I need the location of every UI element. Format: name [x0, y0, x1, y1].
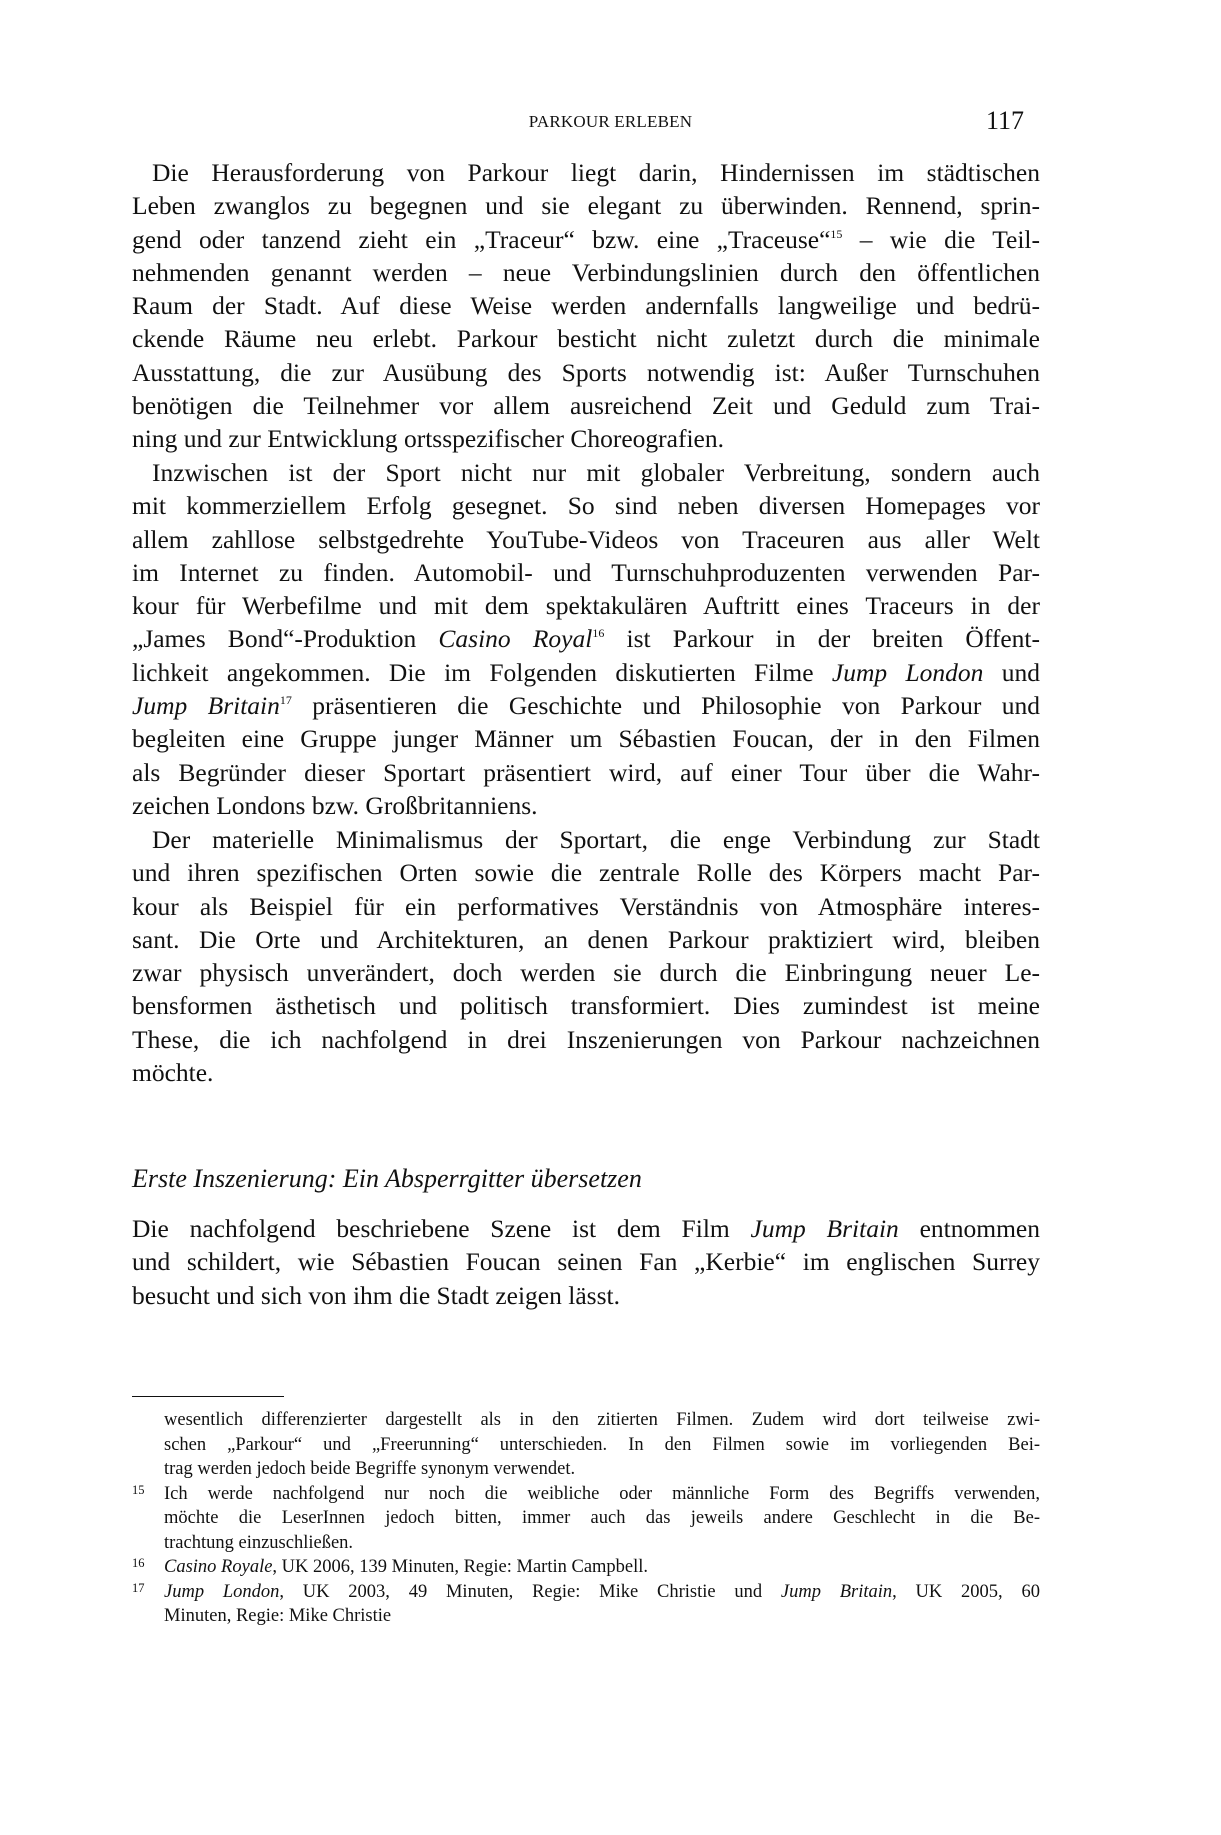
film-title: Casino Royal [438, 624, 593, 654]
text-line: Leben zwanglos zu begegnen und sie elegant zu überwinden. Rennend, sprin- [132, 191, 1040, 221]
text-span: „James Bond“-Produktion [132, 624, 439, 654]
footnote-line: Minuten, Regie: Mike Christie [164, 1606, 392, 1626]
text-span: präsentieren die Geschichte und Philosophie von Parkour und [291, 691, 1040, 721]
page-number: 117 [986, 106, 1025, 135]
text-span: gend oder tanzend zieht ein „Traceur“ bzw. eine „Traceuse“ [132, 224, 831, 254]
text-span: entnommen [898, 1214, 1040, 1243]
text-line: kour für Werbefilme und mit dem spektakulären Auftritt eines Traceurs in der [132, 591, 1040, 621]
text-line: mit kommerziellem Erfolg gesegnet. So sind neben diversen Homepages vor [132, 491, 1040, 521]
footnote-17 [132, 1580, 1040, 1605]
text-line [132, 1212, 1040, 1245]
footnote-line: trag werden jedoch beide Begriffe synonym verwendet. [164, 1459, 576, 1479]
text-line: im Internet zu finden. Automobil- und Turnschuhproduzenten verwenden Par- [132, 557, 1040, 587]
text-line: kour als Beispiel für ein performatives Verständnis von Atmosphäre interes- [132, 891, 1040, 921]
section-paragraph [132, 1212, 1040, 1312]
text-span: – wie die Teil- [842, 224, 1040, 254]
text-line: besucht und sich von ihm die Stadt zeigen lässt. [132, 1280, 620, 1310]
footnote-line: trachtung einzuschließen. [164, 1532, 354, 1553]
text-line: Die Herausforderung von Parkour liegt darin, Hindernissen im städtischen [152, 158, 1040, 187]
footnote-rule [132, 1396, 284, 1397]
text-line: These, die ich nachfolgend in drei Inszenierungen von Parkour nachzeichnen [132, 1024, 1040, 1054]
film-title: Jump Britain [132, 691, 280, 721]
footnote-ref-15[interactable]: 15 [830, 226, 843, 241]
text-line: bensformen ästhetisch und politisch transformiert. Dies zumindest ist meine [132, 991, 1040, 1021]
text-line: zeichen Londons bzw. Großbritanniens. [132, 790, 538, 820]
text-line: ckende Räume neu erlebt. Parkour besticht nicht zuletzt durch die minimale [132, 324, 1040, 354]
section-heading: Erste Inszenierung: Ein Absperrgitter übersetzen [132, 1164, 642, 1193]
film-title: Jump Britain [780, 1581, 893, 1602]
text-line [132, 689, 1040, 722]
text-line: benötigen die Teilnehmer vor allem ausreichend Zeit und Geduld zum Trai- [132, 391, 1040, 421]
film-title: Casino Royale [164, 1557, 273, 1577]
text-span: Die nachfolgend beschriebene Szene ist dem Film [132, 1214, 751, 1243]
paragraph-1 [132, 156, 1040, 456]
paragraph-2 [132, 456, 1040, 822]
paragraph-3 [132, 823, 1040, 1089]
footnote-line: möchte die LeserInnen jedoch bitten, immer auch das jeweils andere Geschlecht in die Be- [164, 1508, 1040, 1528]
film-title: Jump London [164, 1581, 280, 1602]
footnotes [132, 1408, 1040, 1629]
running-title: PARKOUR ERLEBEN [528, 112, 693, 131]
text-span: ist Parkour in der breiten Öffent- [604, 624, 1040, 654]
text-line: allem zahllose selbstgedrehte YouTube-Videos von Traceuren aus aller Welt [132, 524, 1040, 554]
footnote-number: 16 [132, 1556, 145, 1570]
text-line [132, 622, 1040, 655]
film-title: Jump London [831, 657, 984, 687]
footnote-16 [132, 1555, 1040, 1580]
text-line: ning und zur Entwicklung ortsspezifischer Choreografien. [132, 424, 725, 454]
text-span: , UK 2005, 60 [892, 1581, 1040, 1602]
footnote-ref-17[interactable]: 17 [279, 693, 292, 708]
text-line: möchte. [132, 1058, 214, 1088]
text-line: Inzwischen ist der Sport nicht nur mit globaler Verbreitung, sondern auch [152, 458, 1040, 487]
text-line: begleiten eine Gruppe junger Männer um Sébastien Foucan, der in den Filmen [132, 724, 1040, 754]
text-line: und ihren spezifischen Orten sowie die zentrale Rolle des Körpers macht Par- [132, 858, 1040, 888]
text-line: Ausstattung, die zur Ausübung des Sports notwendig ist: Außer Turnschuhen [132, 357, 1040, 387]
text-line: zwar physisch unverändert, doch werden sie durch die Einbringung neuer Le- [132, 958, 1040, 988]
footnote-15 [132, 1482, 1040, 1507]
text-span: lichkeit angekommen. Die im Folgenden diskutierten Filme [132, 657, 832, 687]
footnote-ref-16[interactable]: 16 [592, 626, 605, 641]
text-line: Der materielle Minimalismus der Sportart, die enge Verbindung zur Stadt [152, 825, 1040, 854]
text-line: als Begründer dieser Sportart präsentiert wird, auf einer Tour über die Wahr- [132, 757, 1040, 787]
text-line: Raum der Stadt. Auf diese Weise werden andernfalls langweilige und bedrü- [132, 291, 1040, 321]
text-span: , UK 2006, 139 Minuten, Regie: Martin Campbell. [272, 1557, 649, 1577]
footnote-line: schen „Parkour“ und „Freerunning“ unterschieden. In den Filmen sowie im vorliegenden Bei- [164, 1434, 1040, 1455]
footnote-number: 15 [132, 1482, 145, 1497]
text-span: und [983, 657, 1041, 687]
footnote-line: wesentlich differenzierter dargestellt als in den zitierten Filmen. Zudem wird dort teilweise zwi- [164, 1410, 1040, 1430]
text-line [132, 656, 1040, 689]
text-line: sant. Die Orte und Architekturen, an denen Parkour praktiziert wird, bleiben [132, 924, 1040, 954]
text-line: und schildert, wie Sébastien Foucan seinen Fan „Kerbie“ im englischen Surrey [132, 1247, 1040, 1277]
footnote-number: 17 [132, 1580, 145, 1595]
text-span: , UK 2003, 49 Minuten, Regie: Mike Christie und [279, 1581, 781, 1602]
film-title: Jump Britain [750, 1214, 899, 1243]
text-line: nehmenden genannt werden – neue Verbindungslinien durch den öffentlichen [132, 257, 1040, 287]
text-line [132, 223, 1040, 256]
text-span: Ich werde nachfolgend nur noch die weibliche oder männliche Form des Begriffs verwenden, [164, 1483, 1040, 1504]
